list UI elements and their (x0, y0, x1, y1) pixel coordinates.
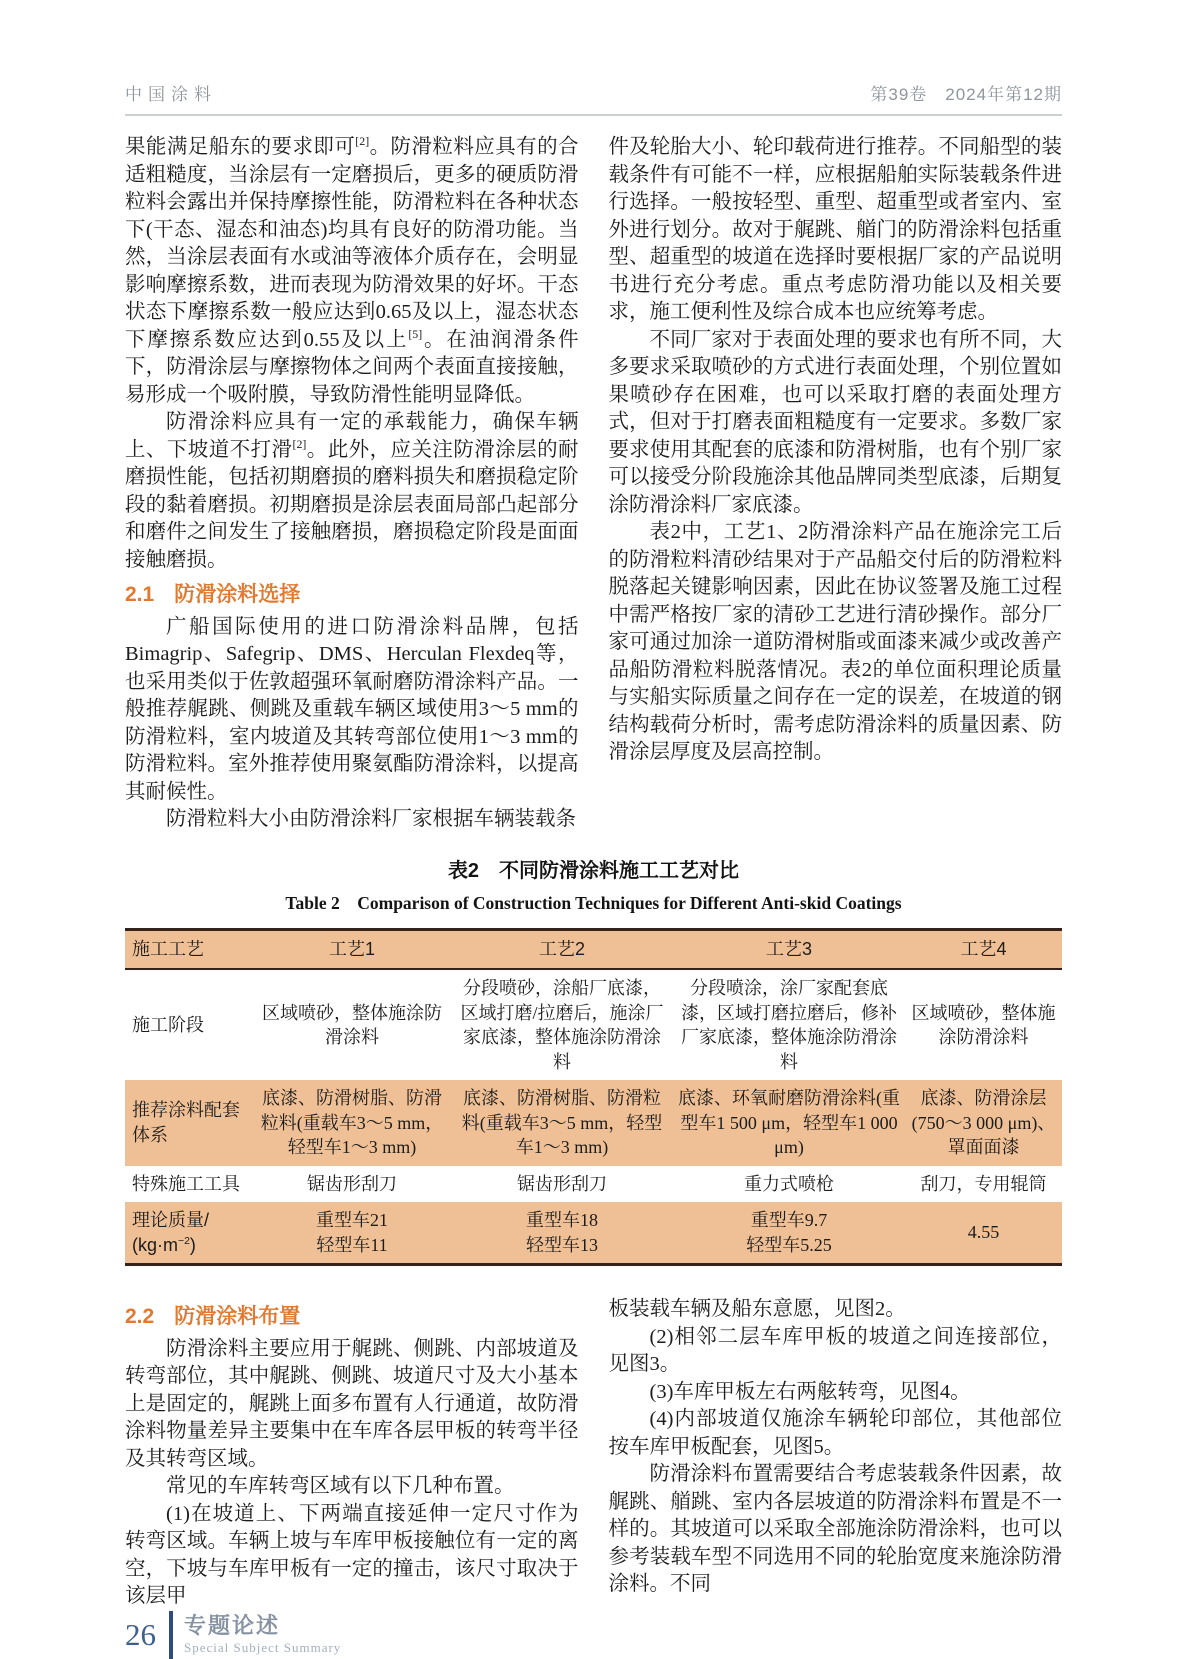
issue-info: 第39卷 2024年第12期 (870, 85, 1062, 104)
table-body (125, 969, 1062, 1265)
section-number: 2.2 (125, 1305, 155, 1328)
footer-section (184, 1613, 341, 1656)
footer-section-title-cn: 专题论述 (184, 1612, 281, 1638)
paragraph: 防滑涂料主要应用于艉跳、侧跳、内部坡道及转弯部位，其中艉跳、侧跳、坡道尺寸及大小基本上是固定的，艉跳上面多布置有人行通道，故防滑涂料物量差异主要集中在车库各层甲板的转弯半径及其转弯区域。 (125, 1337, 579, 1470)
bottom-columns (125, 1296, 1062, 1611)
table-cell: 4.55 (905, 1202, 1062, 1265)
paragraph: 不同厂家对于表面处理的要求也有所不同，大多要求采取喷砂的方式进行表面处理，个别位置如果喷砂存在困难，也可以采取打磨的表面处理方式，但对于打磨表面粗糙度有一定要求。多数厂家要求使用其配套的底漆和防滑树脂，也有个别厂家可以接受分阶段施涂其他品牌同类型底漆，后期复涂防滑涂料厂家底漆。 (608, 328, 1062, 516)
table-header-cell: 工艺3 (673, 929, 905, 969)
table-cell: 区域喷砂，整体施涂防滑涂料 (262, 1002, 442, 1047)
paragraph: 防滑粒料大小由防滑涂料厂家根据车辆装载条 (166, 808, 576, 830)
page-footer (125, 1611, 1187, 1659)
top-right-column (609, 134, 1063, 834)
section-heading (125, 1303, 579, 1331)
table-head (125, 929, 1062, 969)
table-cell: 锯齿形刮刀 (517, 1173, 607, 1194)
page-number: 26 (125, 1616, 156, 1652)
table-row-label: 推荐涂料配套体系 (125, 1080, 253, 1166)
table-row (125, 1080, 1062, 1166)
table-cell: 重型车21 轻型车11 (253, 1202, 451, 1265)
footer-section-title-en: Special Subject Summary (184, 1640, 342, 1656)
table-cell: 重力式喷枪 (744, 1173, 834, 1194)
table-header-cell: 工艺2 (451, 929, 673, 969)
paragraph: (1)在坡道上、下两端直接延伸一定尺寸作为转弯区域。车辆上坡与车库甲板接触位有一定的离空，下坡与车库甲板有一定的撞击，该尺寸取决于该层甲 (125, 1502, 579, 1607)
comparison-table (125, 928, 1062, 1267)
paragraph: 广船国际使用的进口防滑涂料品牌，包括Bimagrip、Safegrip、DMS、Herculan Flexdeq等，也采用类似于佐敦超强环氧耐磨防滑涂料产品。一般推荐艉跳、侧跳及重载车辆区域使用3～5 mm的防滑粒料，室内坡道及其转弯部位使用1～3 mm的防滑粒料。室外推荐使用聚氨酯防滑涂料，以提高其耐候性。 (125, 615, 579, 803)
table-cell: 区域喷砂，整体施涂防滑涂料 (911, 1002, 1056, 1047)
paragraph: 板装载车辆及船东意愿，见图2。 (608, 1298, 906, 1320)
table-cell: 重型车9.7 轻型车5.25 (673, 1202, 905, 1265)
table-cell: 底漆、环氧耐磨防滑涂料(重型车1 500 μm，轻型车1 000 μm) (673, 1080, 905, 1166)
paragraph: 常见的车库转弯区域有以下几种布置。 (166, 1475, 515, 1497)
table-cell: 重型车18 轻型车13 (451, 1202, 673, 1265)
section-heading (125, 581, 579, 609)
table-row-label: 理论质量/ $(kg\cdot m^{-2})$ (125, 1202, 253, 1265)
paragraph: 果能满足船东的要求即可[2]。防滑粒料应具有的合适粗糙度，当涂层有一定磨损后，更多的硬质防滑粒料会露出并保持摩擦性能，防滑粒料在各种状态下(干态、湿态和油态)均具有良好的防滑功能。当然，当涂层表面有水或油等液体介质存在，会明显影响摩擦系数，进而表现为防滑效果的好坏。干态状态下摩擦系数一般应达到0.65及以上，湿态状态下摩擦系数应达到0.55及以上[5]。在油润滑条件下，防滑涂层与摩擦物体之间两个表面直接接触，易形成一个吸附膜，导致防滑性能明显降低。 (125, 134, 579, 406)
table-cell: 底漆、防滑树脂、防滑粒料(重载车3～5 mm，轻型车1～3 mm) (451, 1080, 673, 1166)
table-row (125, 969, 1062, 1080)
table-title-cn: 表2 不同防滑涂料施工工艺对比 (447, 859, 740, 882)
paragraph: 件及轮胎大小、轮印载荷进行推荐。不同船型的装载条件有可能不一样，应根据船舶实际装载条件进行选择。一般按轻型、重型、超重型或者室内、室外进行划分。故对于艉跳、艏门的防滑涂料包括重型、超重型的坡道在选择时要根据厂家的产品说明书进行充分考虑。重点考虑防滑功能以及相关要求，施工便利性及综合成本也应统筹考虑。 (608, 136, 1062, 323)
paragraph: 防滑涂料布置需要结合考虑装载条件因素，故艉跳、艏跳、室内各层坡道的防滑涂料布置是不一样的。其坡道可以采取全部施涂防滑涂料，也可以参考装载车型不同选用不同的轮胎宽度来施涂防滑涂料。不同 (608, 1463, 1062, 1595)
table-row (125, 1166, 1062, 1203)
table-cell: 分段喷砂，涂船厂底漆，区域打磨/拉磨后，施涂厂家底漆，整体施涂防滑涂料 (460, 978, 664, 1072)
paragraph: (2)相邻二层车库甲板的坡道之间连接部位，见图3。 (608, 1325, 1062, 1375)
table-row (125, 1202, 1062, 1265)
table-cell: 锯齿形刮刀 (307, 1173, 397, 1194)
table-title-en: Table 2 Comparison of Construction Techniques for Different Anti-skid Coatings (285, 892, 902, 913)
table-block (125, 854, 1062, 1267)
table-header-row (125, 929, 1062, 969)
table-cell: 底漆、防滑树脂、防滑粒料(重载车3～5 mm，轻型车1～3 mm) (253, 1080, 451, 1166)
table-cell: 分段喷涂，涂厂家配套底漆，区域打磨拉磨后，修补厂家底漆，整体施涂防滑涂料 (681, 978, 897, 1072)
table-cell: 刮刀，专用辊筒 (920, 1173, 1047, 1194)
journal-title: 中国涂料 (125, 85, 217, 104)
footer-divider-bar (169, 1611, 173, 1659)
paragraph: 防滑涂料应具有一定的承载能力，确保车辆上、下坡道不打滑[2]。此外，应关注防滑涂层的耐磨损性能，包括初期磨损的磨料损失和磨损稳定阶段的黏着磨损。初期磨损是涂层表面局部凸起部分和磨件之间发生了接触磨损，磨损稳定阶段是面面接触磨损。 (125, 411, 579, 571)
running-head (125, 80, 1062, 116)
paragraph: 表2中，工艺1、2防滑涂料产品在施涂完工后的防滑粒料清砂结果对于产品船交付后的防滑粒料脱落起关键影响因素，因此在协议签署及施工过程中需严格按厂家的清砂工艺进行清砂操作。部分厂家可通过加涂一道防滑树脂或面漆来减少或改善产品船防滑粒料脱落情况。表2的单位面积理论质量与实船实际质量之间存在一定的误差，在坡道的钢结构载荷分析时，需考虑防滑涂料的质量因素、防滑涂层厚度及层高控制。 (608, 521, 1062, 763)
table-row-label: 特殊施工工具 (132, 1173, 240, 1194)
paragraph: (4)内部坡道仅施涂车辆轮印部位，其他部位按车库甲板配套，见图5。 (608, 1408, 1062, 1458)
table-header-cell: 工艺4 (905, 929, 1062, 969)
top-columns (125, 134, 1062, 834)
section-number: 2.1 (125, 583, 155, 606)
paragraph: (3)车库甲板左右两舷转弯，见图4。 (649, 1380, 971, 1403)
table-header-cell: 工艺1 (253, 929, 451, 969)
table-header-cell: 施工工艺 (125, 929, 253, 969)
table-cell: 底漆、防滑涂层(750～3 000 μm)、罩面面漆 (905, 1080, 1062, 1166)
section-title: 防滑涂料布置 (174, 1305, 301, 1328)
bottom-right-column (609, 1296, 1063, 1611)
table-row-label: 施工阶段 (132, 1014, 204, 1035)
section-title: 防滑涂料选择 (174, 583, 301, 606)
bottom-left-column (125, 1296, 579, 1611)
top-left-column (125, 134, 579, 834)
